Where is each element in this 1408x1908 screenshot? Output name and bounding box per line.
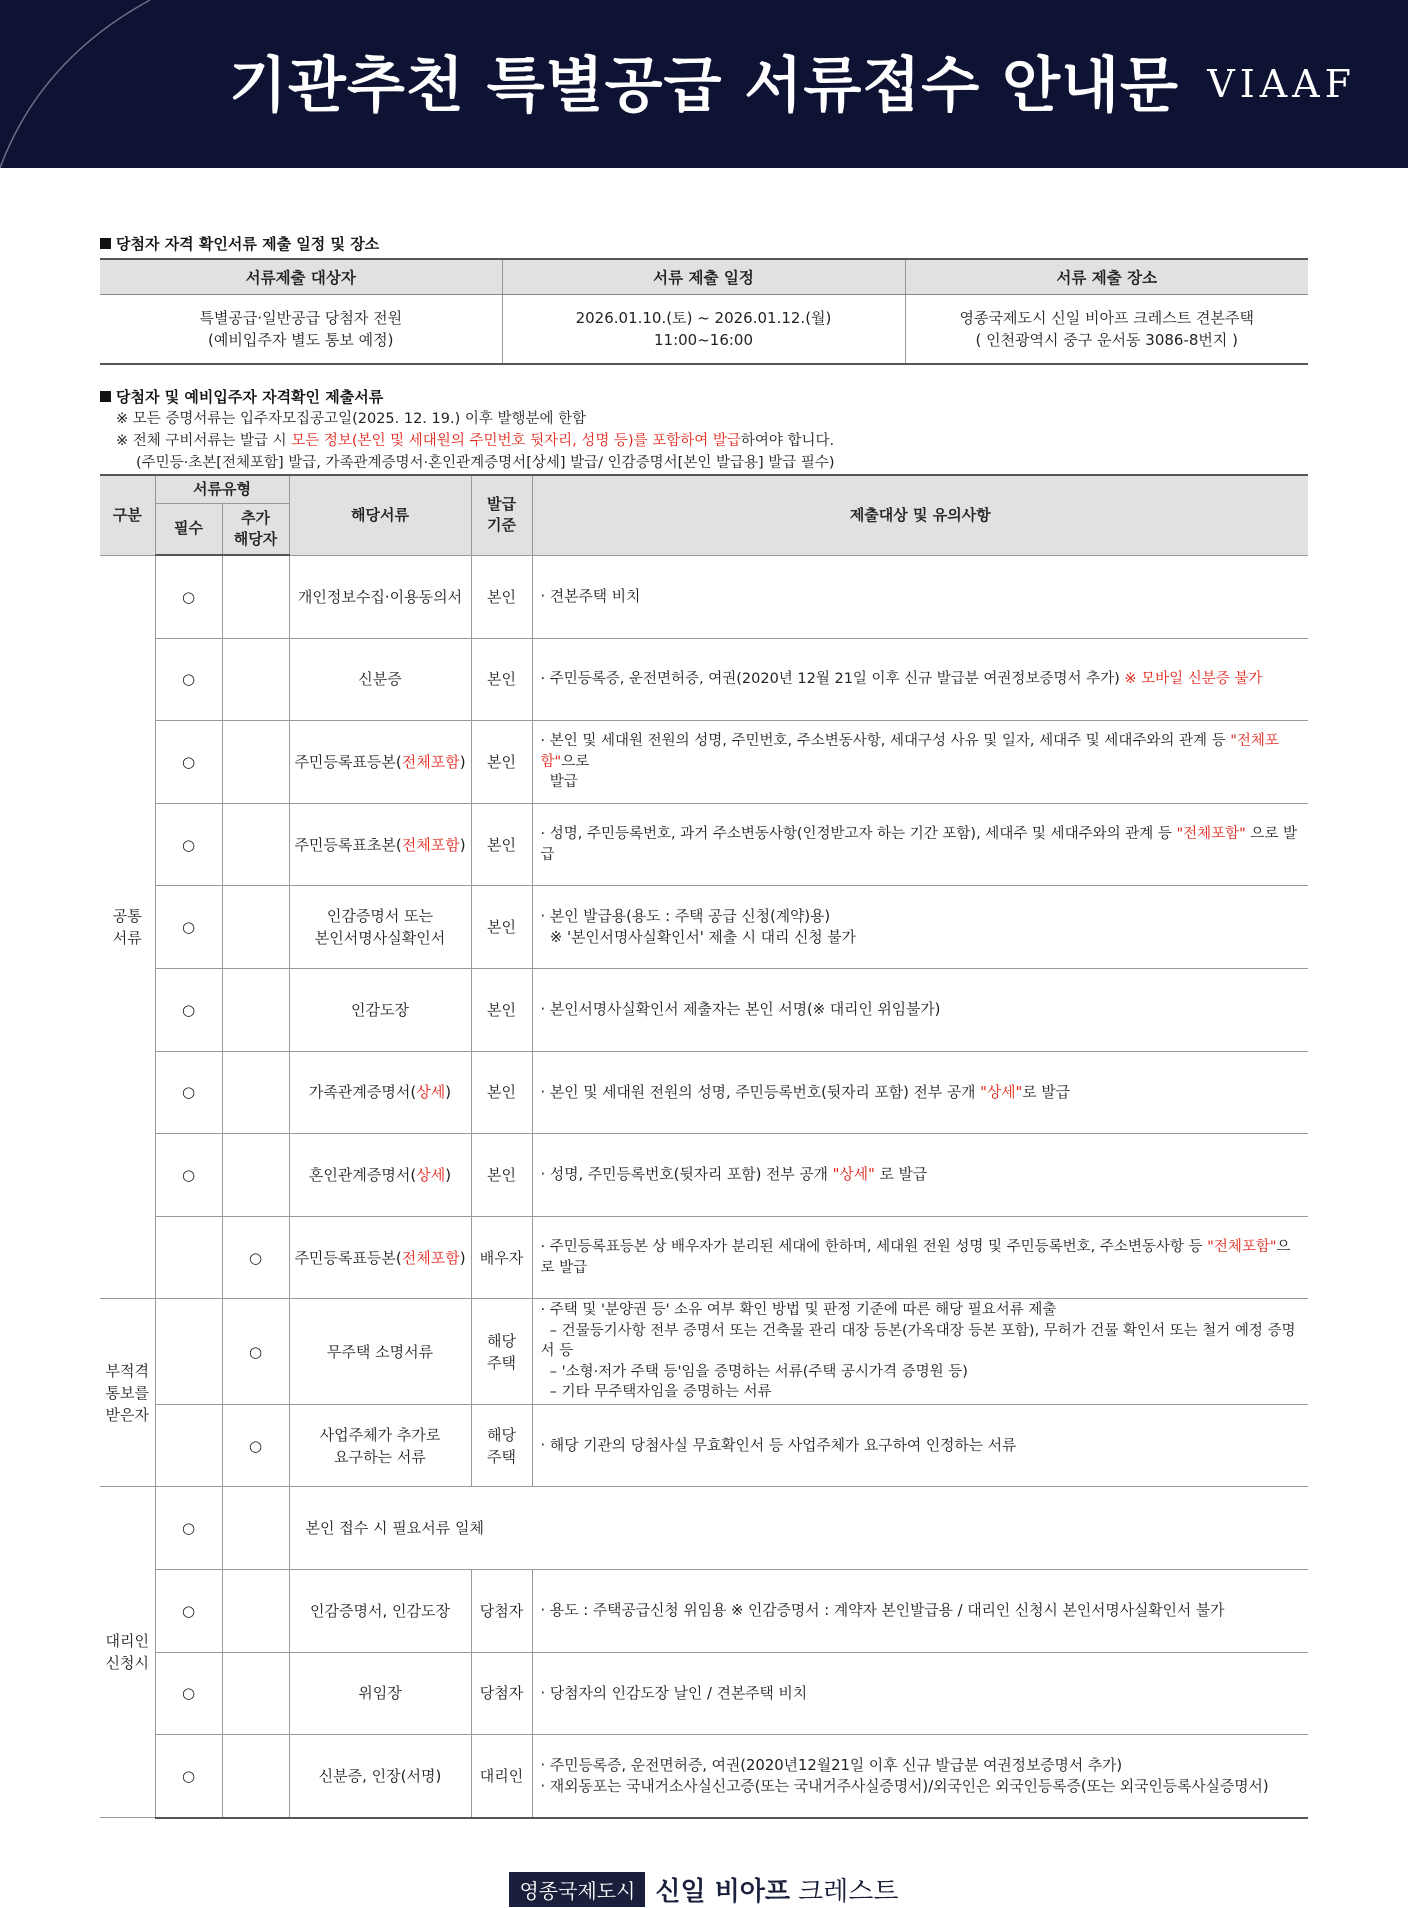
- schedule-table: [100, 258, 1308, 365]
- table-row: [100, 803, 1308, 886]
- additional-mark: [222, 968, 289, 1051]
- cell-target: 특별공급·일반공급 당첨자 전원 (예비입주자 별도 통보 예정): [100, 295, 502, 365]
- document-notes: · 주민등록표등본 상 배우자가 분리된 세대에 한하며, 세대원 전원 성명 및 주민등록번호, 주소변동사항 등 "전체포함"으로 발급: [532, 1216, 1308, 1299]
- table-row: [100, 1487, 1308, 1570]
- document-notes: · 성명, 주민등록번호(뒷자리 포함) 전부 공개 "상세" 로 발급: [532, 1134, 1308, 1217]
- document-name: 인감증명서, 인감도장: [289, 1570, 471, 1653]
- header-banner: [0, 0, 1408, 168]
- section-heading-documents: 당첨자 및 예비입주자 자격확인 제출서류: [100, 386, 383, 407]
- additional-mark: ○: [222, 1216, 289, 1299]
- document-name: 무주택 소명서류: [289, 1299, 471, 1405]
- issue-basis: 당첨자: [471, 1652, 532, 1735]
- document-name: 주민등록표등본(전체포함): [289, 1216, 471, 1299]
- footer-badge: 영종국제도시: [509, 1872, 645, 1907]
- table-row: [100, 1051, 1308, 1134]
- document-notes: · 성명, 주민등록번호, 과거 주소변동사항(인정받고자 하는 기간 포함), 세대주 및 세대주와의 관계 등 "전체포함" 으로 발급: [532, 803, 1308, 886]
- issue-basis: 해당 주택: [471, 1404, 532, 1487]
- document-notes: · 주민등록증, 운전면허증, 여권(2020년 12월 21일 이후 신규 발급분 여권정보증명서 추가) ※ 모바일 신분증 불가: [532, 638, 1308, 721]
- required-mark: ○: [155, 1487, 222, 1570]
- table-row: [100, 1735, 1308, 1818]
- document-name: 개인정보수집·이용동의서: [289, 555, 471, 638]
- issue-basis: 본인: [471, 1134, 532, 1217]
- additional-mark: [222, 1134, 289, 1217]
- issue-basis: 본인: [471, 1051, 532, 1134]
- required-mark: ○: [155, 638, 222, 721]
- document-notes: · 견본주택 비치: [532, 555, 1308, 638]
- footer-brand-sub: 크레스트: [798, 1877, 899, 1907]
- additional-mark: [222, 1570, 289, 1653]
- additional-mark: [222, 1487, 289, 1570]
- column-header-target: 서류제출 대상자: [100, 259, 502, 295]
- required-mark: ○: [155, 968, 222, 1051]
- required-mark: ○: [155, 555, 222, 638]
- footer-brand: [0, 1871, 1408, 1908]
- table-row: [100, 721, 1308, 804]
- document-name: 혼인관계증명서(상세): [289, 1134, 471, 1217]
- additional-mark: ○: [222, 1404, 289, 1487]
- table-row: [100, 1134, 1308, 1217]
- required-mark: ○: [155, 803, 222, 886]
- additional-mark: [222, 1735, 289, 1818]
- required-mark: ○: [155, 1735, 222, 1818]
- issue-basis: 당첨자: [471, 1570, 532, 1653]
- document-notes: · 본인 발급용(용도 : 주택 공급 신청(계약)용) ※ '본인서명사실확인서' 제출 시 대리 신청 불가: [532, 886, 1308, 969]
- section-heading-schedule: 당첨자 자격 확인서류 제출 일정 및 장소: [100, 233, 379, 254]
- category-common: 공통 서류: [100, 555, 155, 1299]
- document-notes: · 용도 : 주택공급신청 위임용 ※ 인감증명서 : 계약자 본인발급용 / 대리인 신청시 본인서명사실확인서 불가: [532, 1570, 1308, 1653]
- category-proxy: 대리인 신청시: [100, 1487, 155, 1818]
- issue-basis: 본인: [471, 555, 532, 638]
- additional-mark: [222, 638, 289, 721]
- additional-mark: [222, 1652, 289, 1735]
- required-mark: ○: [155, 1570, 222, 1653]
- header-notes: 제출대상 및 유의사항: [532, 475, 1308, 555]
- document-name: 신분증: [289, 638, 471, 721]
- issue-basis: 본인: [471, 721, 532, 804]
- brand-logo: VIAAF: [1207, 62, 1356, 106]
- document-name: 본인 접수 시 필요서류 일체: [289, 1487, 1308, 1570]
- table-row: [100, 1299, 1308, 1405]
- required-mark: ○: [155, 1051, 222, 1134]
- note-full-info: ※ 전체 구비서류는 발급 시 모든 정보(본인 및 세대원의 주민번호 뒷자리, 성명 등)를 포함하여 발급하여야 합니다.: [116, 433, 835, 449]
- cell-place: 영종국제도시 신일 비아프 크레스트 견본주택 ( 인천광역시 중구 운서동 3086-8번지 ): [905, 295, 1308, 365]
- additional-mark: [222, 1051, 289, 1134]
- header-document: 해당서류: [289, 475, 471, 555]
- additional-mark: [222, 555, 289, 638]
- required-mark: [155, 1216, 222, 1299]
- issue-basis: 본인: [471, 638, 532, 721]
- header-doc-type: 서류유형: [155, 475, 289, 503]
- required-mark: ○: [155, 1652, 222, 1735]
- table-row: [100, 638, 1308, 721]
- documents-table: [100, 474, 1308, 1819]
- table-row: [100, 1404, 1308, 1487]
- document-notes: · 해당 기관의 당첨사실 무효확인서 등 사업주체가 요구하여 인정하는 서류: [532, 1404, 1308, 1487]
- document-notes: · 본인서명사실확인서 제출자는 본인 서명(※ 대리인 위임불가): [532, 968, 1308, 1051]
- document-name: 주민등록표등본(전체포함): [289, 721, 471, 804]
- table-row: [100, 1652, 1308, 1735]
- required-mark: [155, 1404, 222, 1487]
- document-name: 주민등록표초본(전체포함): [289, 803, 471, 886]
- footer-brand-name: 신일 비아프: [655, 1877, 791, 1907]
- issue-basis: 해당 주택: [471, 1299, 532, 1405]
- document-notes: · 본인 및 세대원 전원의 성명, 주민번호, 주소변동사항, 세대구성 사유 및 일자, 세대주 및 세대주와의 관계 등 "전체포함"으로 발급: [532, 721, 1308, 804]
- document-name: 인감증명서 또는 본인서명사실확인서: [289, 886, 471, 969]
- document-name: 인감도장: [289, 968, 471, 1051]
- cell-schedule: 2026.01.10.(토) ~ 2026.01.12.(월) 11:00~16:00: [502, 295, 905, 365]
- additional-mark: [222, 803, 289, 886]
- page-title: 기관추천 특별공급 서류접수 안내문: [228, 51, 1180, 121]
- table-row: [100, 1570, 1308, 1653]
- header-issue-basis: 발급 기준: [471, 475, 532, 555]
- document-notes: · 주민등록증, 운전면허증, 여권(2020년12월21일 이후 신규 발급분 여권정보증명서 추가) · 재외동포는 국내거소사실신고증(또는 국내거주사실증명서)/외국인은 외국인등록증(또는 외국인등록사실증명서): [532, 1735, 1308, 1818]
- issue-basis: 본인: [471, 968, 532, 1051]
- document-name: 가족관계증명서(상세): [289, 1051, 471, 1134]
- note-issue-date: ※ 모든 증명서류는 입주자모집공고일(2025. 12. 19.) 이후 발행분에 한함: [116, 411, 587, 427]
- table-row: [100, 886, 1308, 969]
- document-notes: · 당첨자의 인감도장 날인 / 견본주택 비치: [532, 1652, 1308, 1735]
- issue-basis: 본인: [471, 803, 532, 886]
- document-name: 사업주체가 추가로 요구하는 서류: [289, 1404, 471, 1487]
- header-category: 구분: [100, 475, 155, 555]
- table-row: [100, 968, 1308, 1051]
- required-mark: ○: [155, 886, 222, 969]
- column-header-place: 서류 제출 장소: [905, 259, 1308, 295]
- table-row: [100, 555, 1308, 638]
- additional-mark: [222, 886, 289, 969]
- required-mark: ○: [155, 721, 222, 804]
- category-unqualified: 부적격 통보를 받은자: [100, 1299, 155, 1487]
- document-notes: · 본인 및 세대원 전원의 성명, 주민등록번호(뒷자리 포함) 전부 공개 "상세"로 발급: [532, 1051, 1308, 1134]
- required-mark: ○: [155, 1134, 222, 1217]
- document-name: 신분증, 인장(서명): [289, 1735, 471, 1818]
- issue-basis: 본인: [471, 886, 532, 969]
- required-mark: [155, 1299, 222, 1405]
- note-required-issuance: (주민등·초본[전체포함] 발급, 가족관계증명서·혼인관계증명서[상세] 발급/ 인감증명서[본인 발급용] 발급 필수): [136, 455, 835, 471]
- issue-basis: 배우자: [471, 1216, 532, 1299]
- issue-basis: 대리인: [471, 1735, 532, 1818]
- column-header-schedule: 서류 제출 일정: [502, 259, 905, 295]
- document-notes: · 주택 및 '분양권 등' 소유 여부 확인 방법 및 판정 기준에 따른 해당 필요서류 제출 – 건물등기사항 전부 증명서 또는 건축물 관리 대장 등본(가옥대장 등본 포함), 무허가 건물 확인서 또는 철거 예정 증명서 등 – '소형·저가 주택 등'임을 증명하는 서류(주택 공시가격 증명원 등) – 기타 무주택자임을 증명하는 서류: [532, 1299, 1308, 1405]
- table-row: [100, 1216, 1308, 1299]
- additional-mark: ○: [222, 1299, 289, 1405]
- header-required: 필수: [155, 503, 222, 555]
- header-additional: 추가 해당자: [222, 503, 289, 555]
- additional-mark: [222, 721, 289, 804]
- document-name: 위임장: [289, 1652, 471, 1735]
